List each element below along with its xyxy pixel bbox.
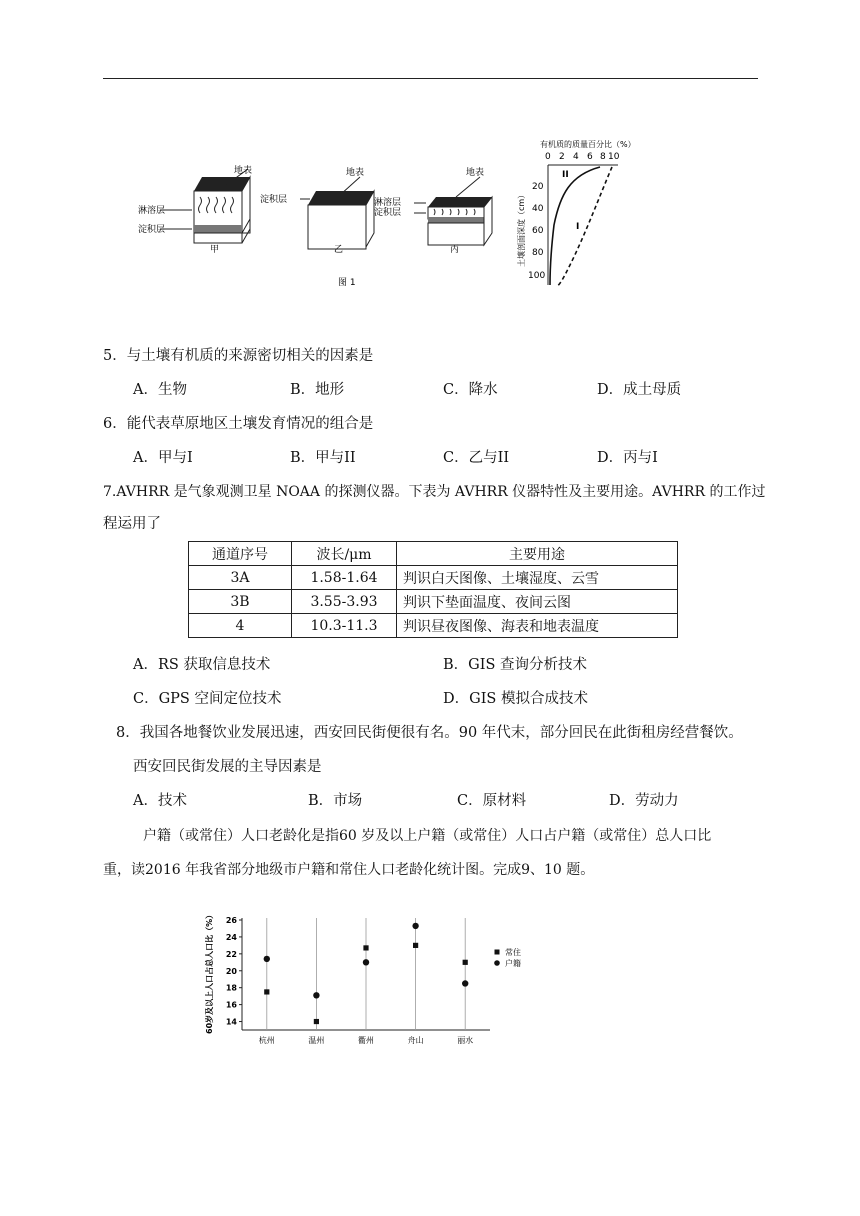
- block-label-yi: 乙: [334, 245, 344, 255]
- q8-option-b[interactable]: B．市场: [308, 793, 363, 809]
- q7-option-c[interactable]: C．GPS 空间定位技术: [133, 691, 282, 707]
- y-tick-label: 24: [225, 932, 237, 942]
- q7-option-a[interactable]: A．RS 获取信息技术: [133, 657, 271, 673]
- block-label-bing: 丙: [450, 245, 460, 255]
- point-户籍: [462, 980, 468, 986]
- curve-ii: [550, 167, 600, 285]
- q8-option-c[interactable]: C．原材料: [457, 793, 527, 809]
- table-cell: 判识下垫面温度、夜间云图: [397, 590, 678, 614]
- xtick-2: 2: [559, 152, 565, 162]
- y-tick-label: 18: [225, 983, 237, 993]
- top-rule: [103, 78, 758, 79]
- point-常住: [314, 1019, 319, 1024]
- aging-chart: [200, 908, 530, 1058]
- table-cell: 1.58-1.64: [292, 566, 397, 590]
- table-cell: 判识昼夜图像、海表和地表温度: [397, 614, 678, 638]
- legend-marker-户籍: [494, 960, 500, 966]
- xtick-8: 8: [600, 152, 606, 162]
- x-tick-label: 衢州: [358, 1036, 374, 1045]
- q8-stem-line1: 8．我国各地餐饮业发展迅速，西安回民街便很有名。90 年代末，部分回民在此街租房经营餐饮。: [116, 725, 743, 741]
- surface-label-3: 地表: [466, 168, 485, 178]
- xtick-4: 4: [573, 152, 579, 162]
- q8-stem-line2: 西安回民街发展的主导因素是: [133, 759, 322, 775]
- point-常住: [264, 989, 269, 994]
- table-row: [189, 566, 678, 590]
- q5-option-d[interactable]: D．成土母质: [597, 382, 682, 398]
- point-户籍: [264, 956, 270, 962]
- block-label-jia: 甲: [210, 245, 220, 255]
- block-yi: [300, 177, 374, 249]
- table-cell: 10.3-11.3: [292, 614, 397, 638]
- avhrr-table: [188, 541, 678, 638]
- deposit-label-2: 淀积层: [260, 195, 288, 205]
- legend-label-户籍: 户籍: [505, 959, 521, 968]
- block-bing: [414, 177, 492, 245]
- graph-title: 有机质的质量百分比（%）: [540, 140, 636, 149]
- x-tick-label: 杭州: [258, 1036, 275, 1045]
- xtick-0: 0: [545, 152, 551, 162]
- table-cell: 3.55-3.93: [292, 590, 397, 614]
- y-tick-label: 26: [225, 916, 237, 925]
- point-户籍: [313, 992, 319, 998]
- table-cell: 判识白天图像、土壤湿度、云雪: [397, 566, 678, 590]
- graph-ylabel: 土壤剖面深度（cm）: [517, 190, 526, 267]
- q7-stem-line1: 7.AVHRR 是气象观测卫星 NOAA 的探测仪器。下表为 AVHRR 仪器特性及主要用途。AVHRR 的工作过: [103, 484, 766, 500]
- q6-option-c[interactable]: C．乙与II: [443, 450, 510, 466]
- point-户籍: [412, 923, 418, 929]
- x-tick-label: 温州: [308, 1036, 325, 1045]
- q5-option-c[interactable]: C．降水: [443, 382, 498, 398]
- q6-option-a[interactable]: A．甲与I: [133, 450, 193, 466]
- table-row: [189, 614, 678, 638]
- y-tick-label: 16: [225, 1000, 237, 1010]
- q5-option-b[interactable]: B．地形: [290, 382, 345, 398]
- xtick-6: 6: [587, 152, 593, 162]
- ytick-80: 80: [532, 248, 544, 258]
- surface-label-1: 地表: [234, 166, 253, 176]
- q8-option-d[interactable]: D．劳动力: [609, 793, 679, 809]
- point-常住: [463, 960, 468, 965]
- y-tick-label: 14: [225, 1017, 237, 1027]
- table-cell: 4: [189, 614, 292, 638]
- y-tick-label: 20: [225, 966, 237, 976]
- organic-matter-graph: [516, 139, 636, 287]
- table-header-row: [189, 542, 678, 566]
- legend-label-常住: 常住: [505, 948, 521, 957]
- curve-label-ii: II: [562, 170, 569, 180]
- table-cell: 3A: [189, 566, 292, 590]
- y-tick-label: 22: [225, 949, 237, 959]
- q6-stem: 6．能代表草原地区土壤发育情况的组合是: [103, 416, 374, 432]
- point-常住: [413, 943, 418, 948]
- q5-stem: 5．与土壤有机质的来源密切相关的因素是: [103, 348, 374, 364]
- soil-profile-figure: [130, 135, 650, 295]
- q5-option-a[interactable]: A．生物: [133, 382, 187, 398]
- table-header-channel: 通道序号: [189, 542, 292, 566]
- ytick-100: 100: [528, 271, 546, 281]
- deposit-label-3: 淀积层: [374, 208, 402, 218]
- q6-option-d[interactable]: D．丙与I: [597, 450, 658, 466]
- point-户籍: [363, 959, 369, 965]
- legend-marker-常住: [495, 950, 500, 955]
- surface-label-2: 地表: [346, 168, 365, 178]
- ytick-20: 20: [532, 182, 544, 192]
- leach-label-1: 淋溶层: [138, 206, 166, 216]
- deposit-label-1: 淀积层: [138, 225, 166, 235]
- q7-option-d[interactable]: D．GIS 模拟合成技术: [443, 691, 588, 707]
- table-header-usage: 主要用途: [397, 542, 678, 566]
- point-常住: [363, 945, 368, 950]
- curve-label-i: I: [576, 222, 580, 232]
- leach-label-3: 淋溶层: [374, 198, 402, 208]
- x-tick-label: 丽水: [457, 1036, 474, 1045]
- q8-option-a[interactable]: A．技术: [133, 793, 187, 809]
- table-cell: 3B: [189, 590, 292, 614]
- passage-line1: 户籍（或常住）人口老龄化是指60 岁及以上户籍（或常住）人口占户籍（或常住）总人口比: [143, 828, 712, 844]
- ytick-40: 40: [532, 204, 544, 214]
- figure-caption: 图 1: [338, 278, 356, 288]
- q7-option-b[interactable]: B．GIS 查询分析技术: [443, 657, 588, 673]
- xtick-10: 10: [608, 152, 620, 162]
- q6-option-b[interactable]: B．甲与II: [290, 450, 356, 466]
- passage-line2: 重，读2016 年我省部分地级市户籍和常住人口老龄化统计图。完成9、10 题。: [103, 862, 595, 878]
- x-tick-label: 舟山: [407, 1036, 424, 1045]
- q7-stem-line2: 程运用了: [103, 516, 161, 532]
- ytick-60: 60: [532, 226, 544, 236]
- block-jia: [160, 169, 250, 243]
- chart-ylabel: 60岁及以上人口占总人口比（%）: [205, 910, 214, 1034]
- curve-i: [556, 167, 612, 287]
- table-header-wavelength: 波长/μm: [292, 542, 397, 566]
- table-row: [189, 590, 678, 614]
